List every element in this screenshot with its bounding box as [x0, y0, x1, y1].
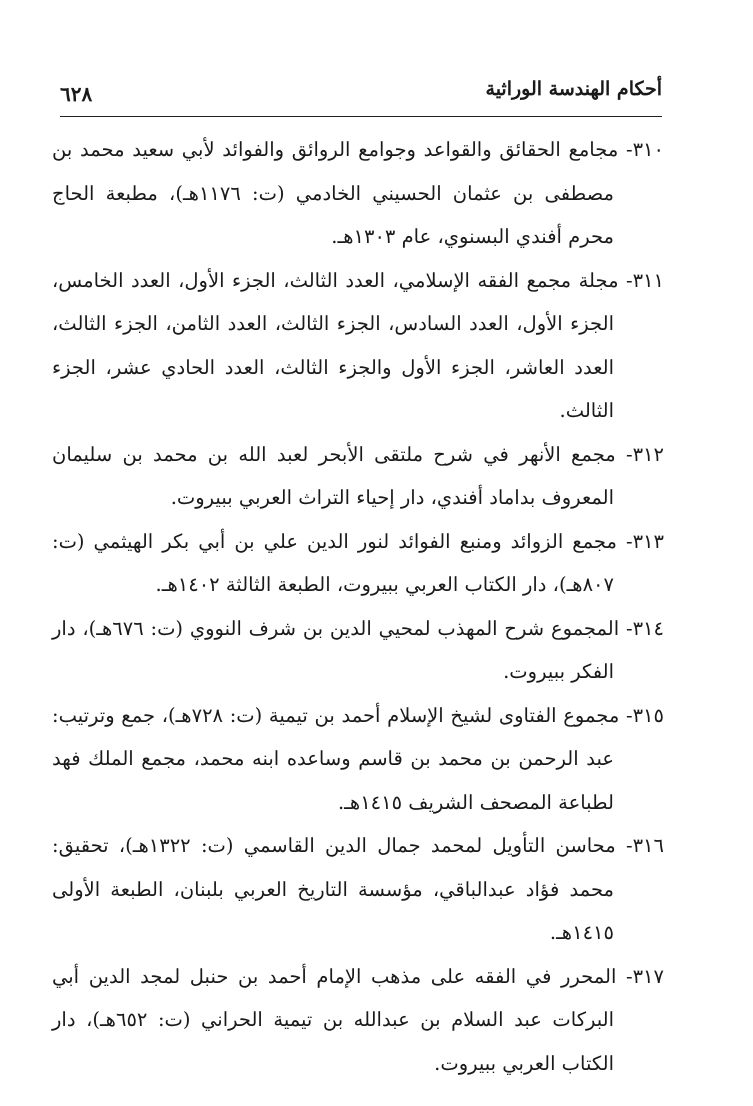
bibliography-entry: ٣١١- مجلة مجمع الفقه الإسلامي، العدد الثالث، الجزء الأول، العدد الخامس، الجزء الأول، العدد السادس، الجزء الثالث، العدد الثامن، الجزء الثالث، العدد العاشر، الجزء الأول والجزء الثالث، العدد الحادي عشر، الجزء الثالث.	[52, 268, 664, 422]
running-title: أحكام الهندسة الوراثية	[485, 78, 662, 100]
bibliography-entry: ٣١٢- مجمع الأنهر في شرح ملتقى الأبحر لعبد الله بن محمد بن سليمان المعروف بداماد أفندي، دار إحياء التراث العربي ببيروت.	[52, 442, 664, 509]
bibliography-entry: ٣١٦- محاسن التأويل لمحمد جمال الدين القاسمي (ت: ١٣٢٢هـ)، تحقيق: محمد فؤاد عبدالباقي، مؤسسة التاريخ العربي بلبنان، الطبعة الأولى ١٤١٥هـ.	[52, 834, 664, 944]
bibliography-entry: ٣١٧- المحرر في الفقه على مذهب الإمام أحمد بن حنبل لمجد الدين أبي البركات عبد السلام بن عبدالله بن تيمية الحراني (ت: ٦٥٢هـ)، دار الكتاب العربي ببيروت.	[52, 964, 664, 1075]
bibliography-entry: ٣١٠- مجامع الحقائق والقواعد وجوامع الروائق والفوائد لأبي سعيد محمد بن مصطفى بن عثمان الحسيني الخادمي (ت: ١١٧٦هـ)، مطبعة الحاج محرم أفندي البسنوي، عام ١٣٠٣هـ.	[52, 138, 664, 248]
bibliography-entry: ٣١٣- مجمع الزوائد ومنبع الفوائد لنور الدين علي بن أبي بكر الهيثمي (ت: ٨٠٧هـ)، دار الكتاب العربي ببيروت، الطبعة الثالثة ١٤٠٢هـ.	[52, 529, 664, 596]
bibliography-entry: ٣١٥- مجموع الفتاوى لشيخ الإسلام أحمد بن تيمية (ت: ٧٢٨هـ)، جمع وترتيب: عبد الرحمن بن محمد بن قاسم وساعده ابنه محمد، مجمع الملك فهد لطباعة المصحف الشريف ١٤١٥هـ.	[52, 703, 664, 814]
running-header	[60, 74, 662, 114]
bibliography-entry: ٣١٤- المجموع شرح المهذب لمحيي الدين بن شرف النووي (ت: ٦٧٦هـ)، دار الفكر ببيروت.	[52, 616, 664, 683]
header-divider	[60, 116, 662, 117]
bibliography-list	[52, 128, 664, 1085]
page-number: ٦٢٨	[60, 82, 93, 106]
